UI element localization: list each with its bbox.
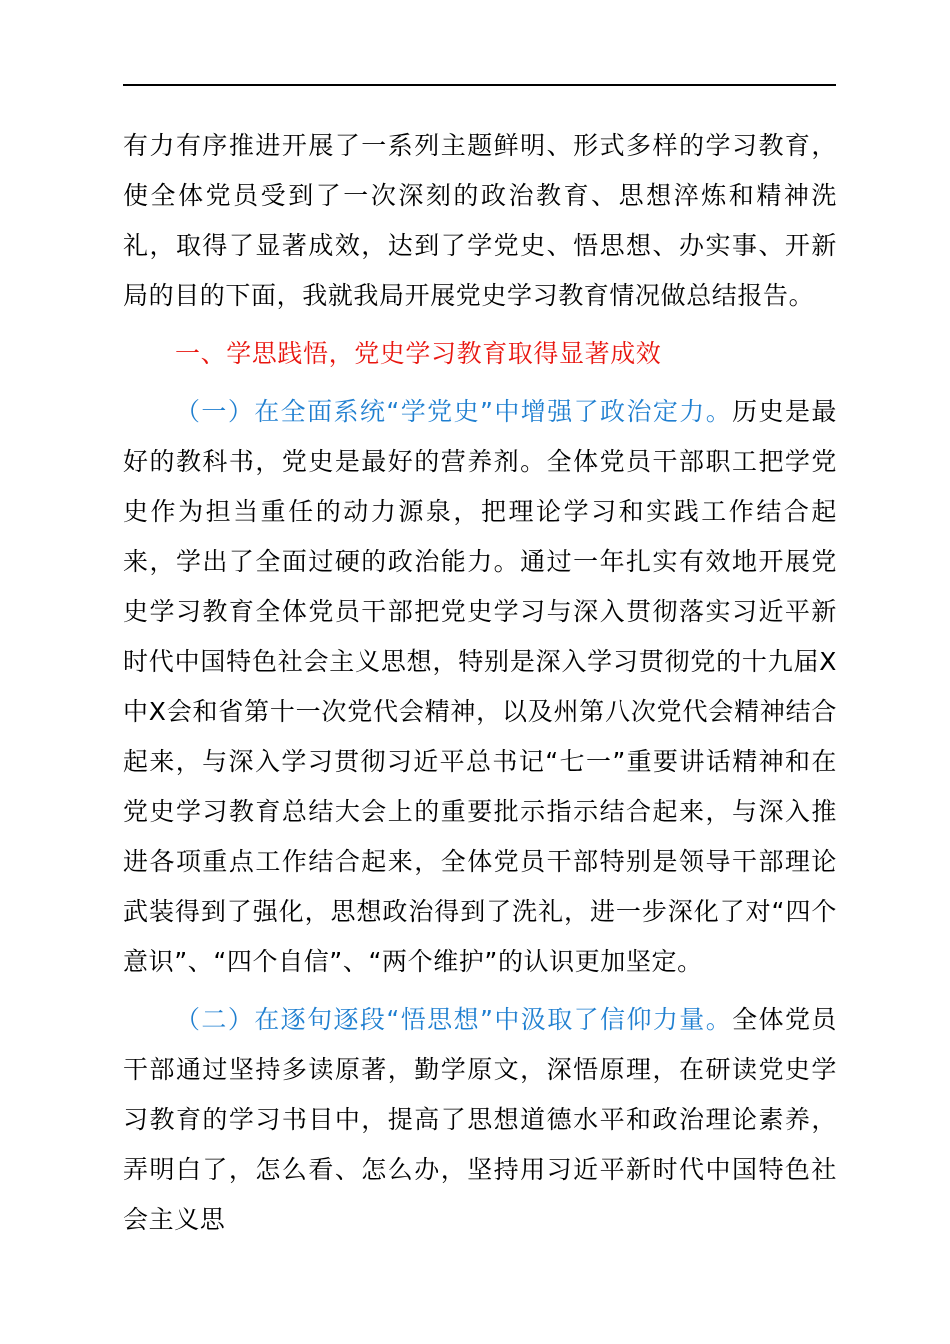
subsection-1-paragraph	[123, 387, 837, 987]
header-rule	[123, 84, 836, 86]
subsection-2-heading: （二）在逐句逐段“悟思想”中汲取了信仰力量。	[175, 1005, 733, 1034]
document-body	[123, 121, 837, 1245]
subsection-1-heading: （一）在全面系统“学党史”中增强了政治定力。	[175, 397, 733, 426]
subsection-1-text: 历史是最好的教科书，党史是最好的营养剂。全体党员干部职工把学党史作为担当重任的动力源泉，把理论学习和实践工作结合起来，学出了全面过硬的政治能力。通过一年扎实有效地开展党史学习教育全体党员干部把党史学习与深入贯彻落实习近平新时代中国特色社会主义思想，特别是深入学习贯彻党的十九届X中X会和省第十一次党代会精神，以及州第八次党代会精神结合起来，与深入学习贯彻习近平总书记“七一”重要讲话精神和在党史学习教育总结大会上的重要批示指示结合起来，与深入推进各项重点工作结合起来，全体党员干部特别是领导干部理论武装得到了强化，思想政治得到了洗礼，进一步深化了对“四个意识”、“四个自信”、“两个维护”的认识更加坚定。	[123, 397, 837, 976]
subsection-2-paragraph	[123, 995, 837, 1245]
subsection-2-text: 全体党员干部通过坚持多读原著，勤学原文，深悟原理，在研读党史学习教育的学习书目中，提高了思想道德水平和政治理论素养，弄明白了，怎么看、怎么办，坚持用习近平新时代中国特色社会主义思	[123, 1005, 837, 1234]
intro-paragraph: 有力有序推进开展了一系列主题鲜明、形式多样的学习教育，使全体党员受到了一次深刻的政治教育、思想淬炼和精神洗礼，取得了显著成效，达到了学党史、悟思想、办实事、开新局的目的下面，我就我局开展党史学习教育情况做总结报告。	[123, 131, 837, 310]
section-heading: 一、学思践悟，党史学习教育取得显著成效	[175, 339, 662, 368]
